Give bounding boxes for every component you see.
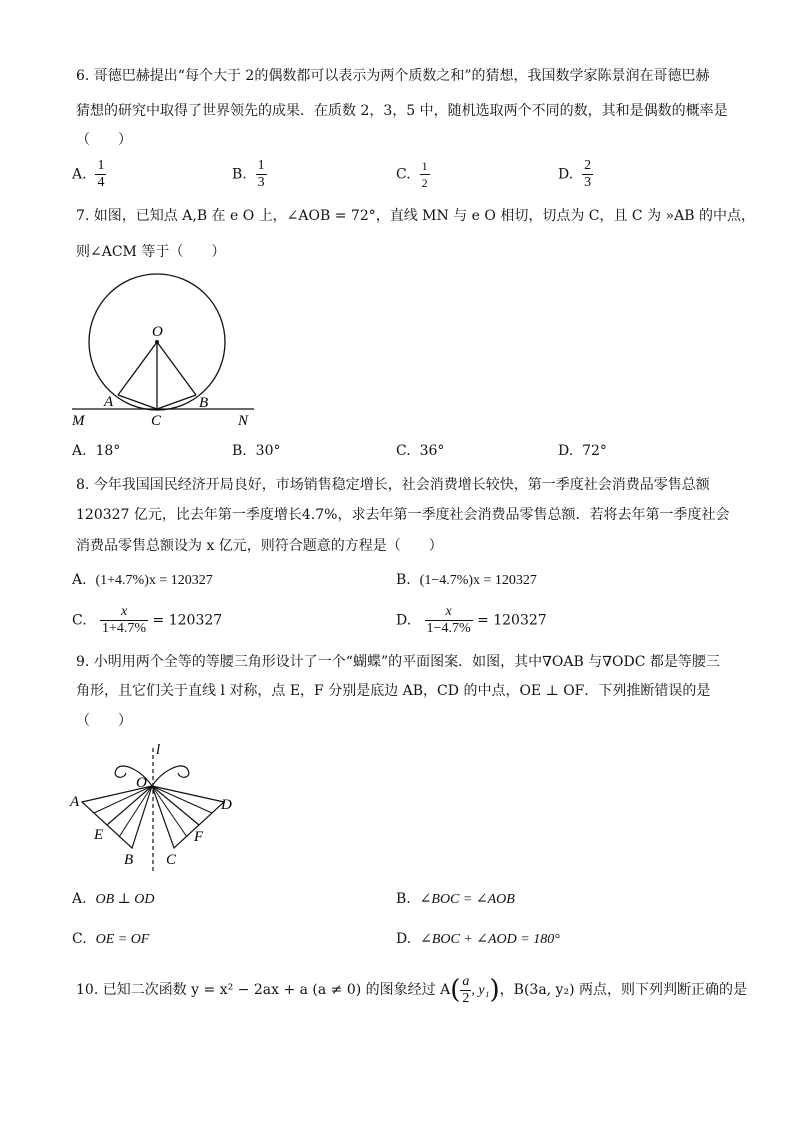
label-c: C — [151, 413, 162, 429]
q9-line1: 9. 小明用两个全等的等腰三角形设计了一个“蝴蝶”的平面图案．如图，其中∇OAB 与∇ODC 都是等腰三 — [76, 654, 720, 670]
label-b: B — [124, 852, 134, 868]
option-label: C. — [72, 931, 87, 947]
numerator: 2 — [584, 158, 592, 173]
fraction — [256, 158, 267, 191]
option-label: C. — [396, 443, 411, 459]
option-label: C. — [396, 166, 411, 183]
denominator: 1+4.7% — [102, 621, 147, 636]
label-a: A — [70, 794, 80, 810]
denominator: 3 — [257, 175, 265, 190]
numerator: 1 — [257, 158, 265, 173]
option-label: A. — [72, 891, 87, 907]
fraction — [460, 974, 471, 1007]
fraction — [420, 158, 430, 191]
option-text: (1+4.7%)x = 120327 — [95, 573, 213, 588]
option-text: ∠BOC = ∠AOB — [419, 892, 515, 907]
q10-point-tail: , y₁ — [471, 983, 490, 998]
numerator: x — [425, 604, 473, 621]
option-text: OE = OF — [95, 932, 150, 947]
option-label: D. — [558, 166, 574, 183]
option-label: D. — [396, 931, 412, 947]
label-m: M — [72, 413, 85, 429]
option-text: OB ⊥ OD — [95, 892, 155, 907]
q7-circle-figure — [66, 270, 266, 432]
q7-option-c — [396, 441, 444, 461]
q6-option-a — [72, 158, 106, 191]
fraction — [95, 158, 106, 191]
q8-option-c — [72, 604, 222, 637]
q9-line2: 角形，且它们关于直线 l 对称，点 E，F 分别是底边 AB，CD 的中点，OE ⊥ OF．下列推断错误的是 — [76, 683, 711, 699]
option-text: 18° — [95, 443, 121, 459]
fraction — [582, 158, 593, 191]
q6-option-b — [232, 158, 267, 191]
option-label: A. — [72, 572, 87, 588]
q8-option-a — [72, 570, 213, 591]
label-n: N — [238, 413, 249, 429]
q6-option-c — [396, 158, 430, 191]
option-label: D. — [558, 443, 574, 459]
q9-butterfly-figure — [66, 740, 246, 875]
paren-right: ) — [489, 975, 500, 1005]
q9-option-b — [396, 889, 515, 910]
numerator: 1 — [421, 159, 428, 173]
q7-option-a — [72, 441, 120, 461]
denominator: 3 — [584, 175, 592, 190]
q7-line2: 则∠ACM 等于（ ） — [76, 244, 226, 260]
option-label: B. — [396, 572, 411, 588]
option-text: ∠BOC + ∠AOD = 180° — [420, 932, 560, 947]
q9-line3: （ ） — [76, 713, 132, 729]
option-text: 72° — [582, 443, 607, 459]
option-label: D. — [396, 612, 412, 629]
q8-option-d — [396, 604, 547, 637]
segment-ob — [157, 342, 196, 395]
fraction — [425, 604, 473, 637]
q7-option-d — [558, 441, 607, 461]
q9-option-d — [396, 929, 560, 950]
numerator: a — [462, 973, 470, 989]
label-l: l — [156, 742, 161, 758]
q10-text-post: ，B(3a, y₂) 两点，则下列判断正确的是 — [499, 982, 747, 998]
q10-text-pre: 10. 已知二次函数 y = x² − 2ax + a (a ≠ 0) 的图象经过 A — [76, 982, 451, 998]
label-c: C — [166, 852, 177, 868]
option-text: (1−4.7%)x = 120327 — [419, 573, 537, 588]
label-o: O — [152, 324, 163, 340]
label-o: O — [136, 775, 147, 791]
label-b: B — [199, 395, 209, 411]
center-point — [155, 340, 159, 344]
label-e: E — [94, 827, 104, 843]
option-text: 36° — [419, 443, 445, 459]
right-antenna-icon — [152, 766, 189, 786]
equation-rhs: = 120327 — [477, 612, 547, 629]
q10-line1 — [76, 972, 747, 1009]
label-d: D — [221, 797, 232, 813]
numerator: x — [100, 604, 148, 621]
q8-line1: 8. 今年我国国民经济开局良好，市场销售稳定增长，社会消费增长较快，第一季度社会消费品零售总额 — [76, 477, 710, 493]
option-label: B. — [232, 443, 247, 459]
q8-option-b — [396, 570, 537, 591]
option-label: B. — [396, 891, 411, 907]
q7-line1: 7. 如图，已知点 A,B 在 e O 上，∠AOB = 72°，直线 MN 与 e O 相切，切点为 C，且 C 为 »AB 的中点， — [76, 208, 755, 224]
denominator: 1−4.7% — [426, 621, 471, 636]
option-label: C. — [72, 612, 87, 629]
option-label: B. — [232, 166, 247, 183]
label-f: F — [194, 829, 204, 845]
q9-option-a — [72, 889, 155, 910]
denominator: 2 — [421, 176, 428, 190]
q9-option-c — [72, 929, 149, 950]
q6-line3: （ ） — [76, 132, 132, 148]
q8-line2: 120327 亿元，比去年第一季度增长4.7%，求去年第一季度社会消费品零售总额．若将去年第一季度社会 — [76, 507, 730, 523]
label-a: A — [104, 394, 114, 410]
fraction — [100, 604, 148, 637]
option-label: A. — [72, 443, 87, 459]
denominator: 4 — [97, 175, 105, 190]
q8-line3: 消费品零售总额设为 x 亿元，则符合题意的方程是（ ） — [76, 538, 443, 554]
q6-line1: 6. 哥德巴赫提出“每个大于 2的偶数都可以表示为两个质数之和”的猜想，我国数学家陈景润在哥德巴赫 — [76, 68, 710, 84]
option-label: A. — [72, 166, 87, 183]
equation-rhs: = 120327 — [152, 612, 223, 629]
option-text: 30° — [255, 443, 281, 459]
q6-option-d — [558, 158, 593, 191]
paren-left: ( — [450, 975, 461, 1005]
segment-oa — [118, 342, 157, 395]
q6-line2: 猜想的研究中取得了世界领先的成果．在质数 2，3，5 中，随机选取两个不同的数，其和是偶数的概率是 — [76, 103, 728, 119]
q7-option-b — [232, 441, 280, 461]
numerator: 1 — [97, 158, 105, 173]
denominator: 2 — [462, 990, 470, 1006]
